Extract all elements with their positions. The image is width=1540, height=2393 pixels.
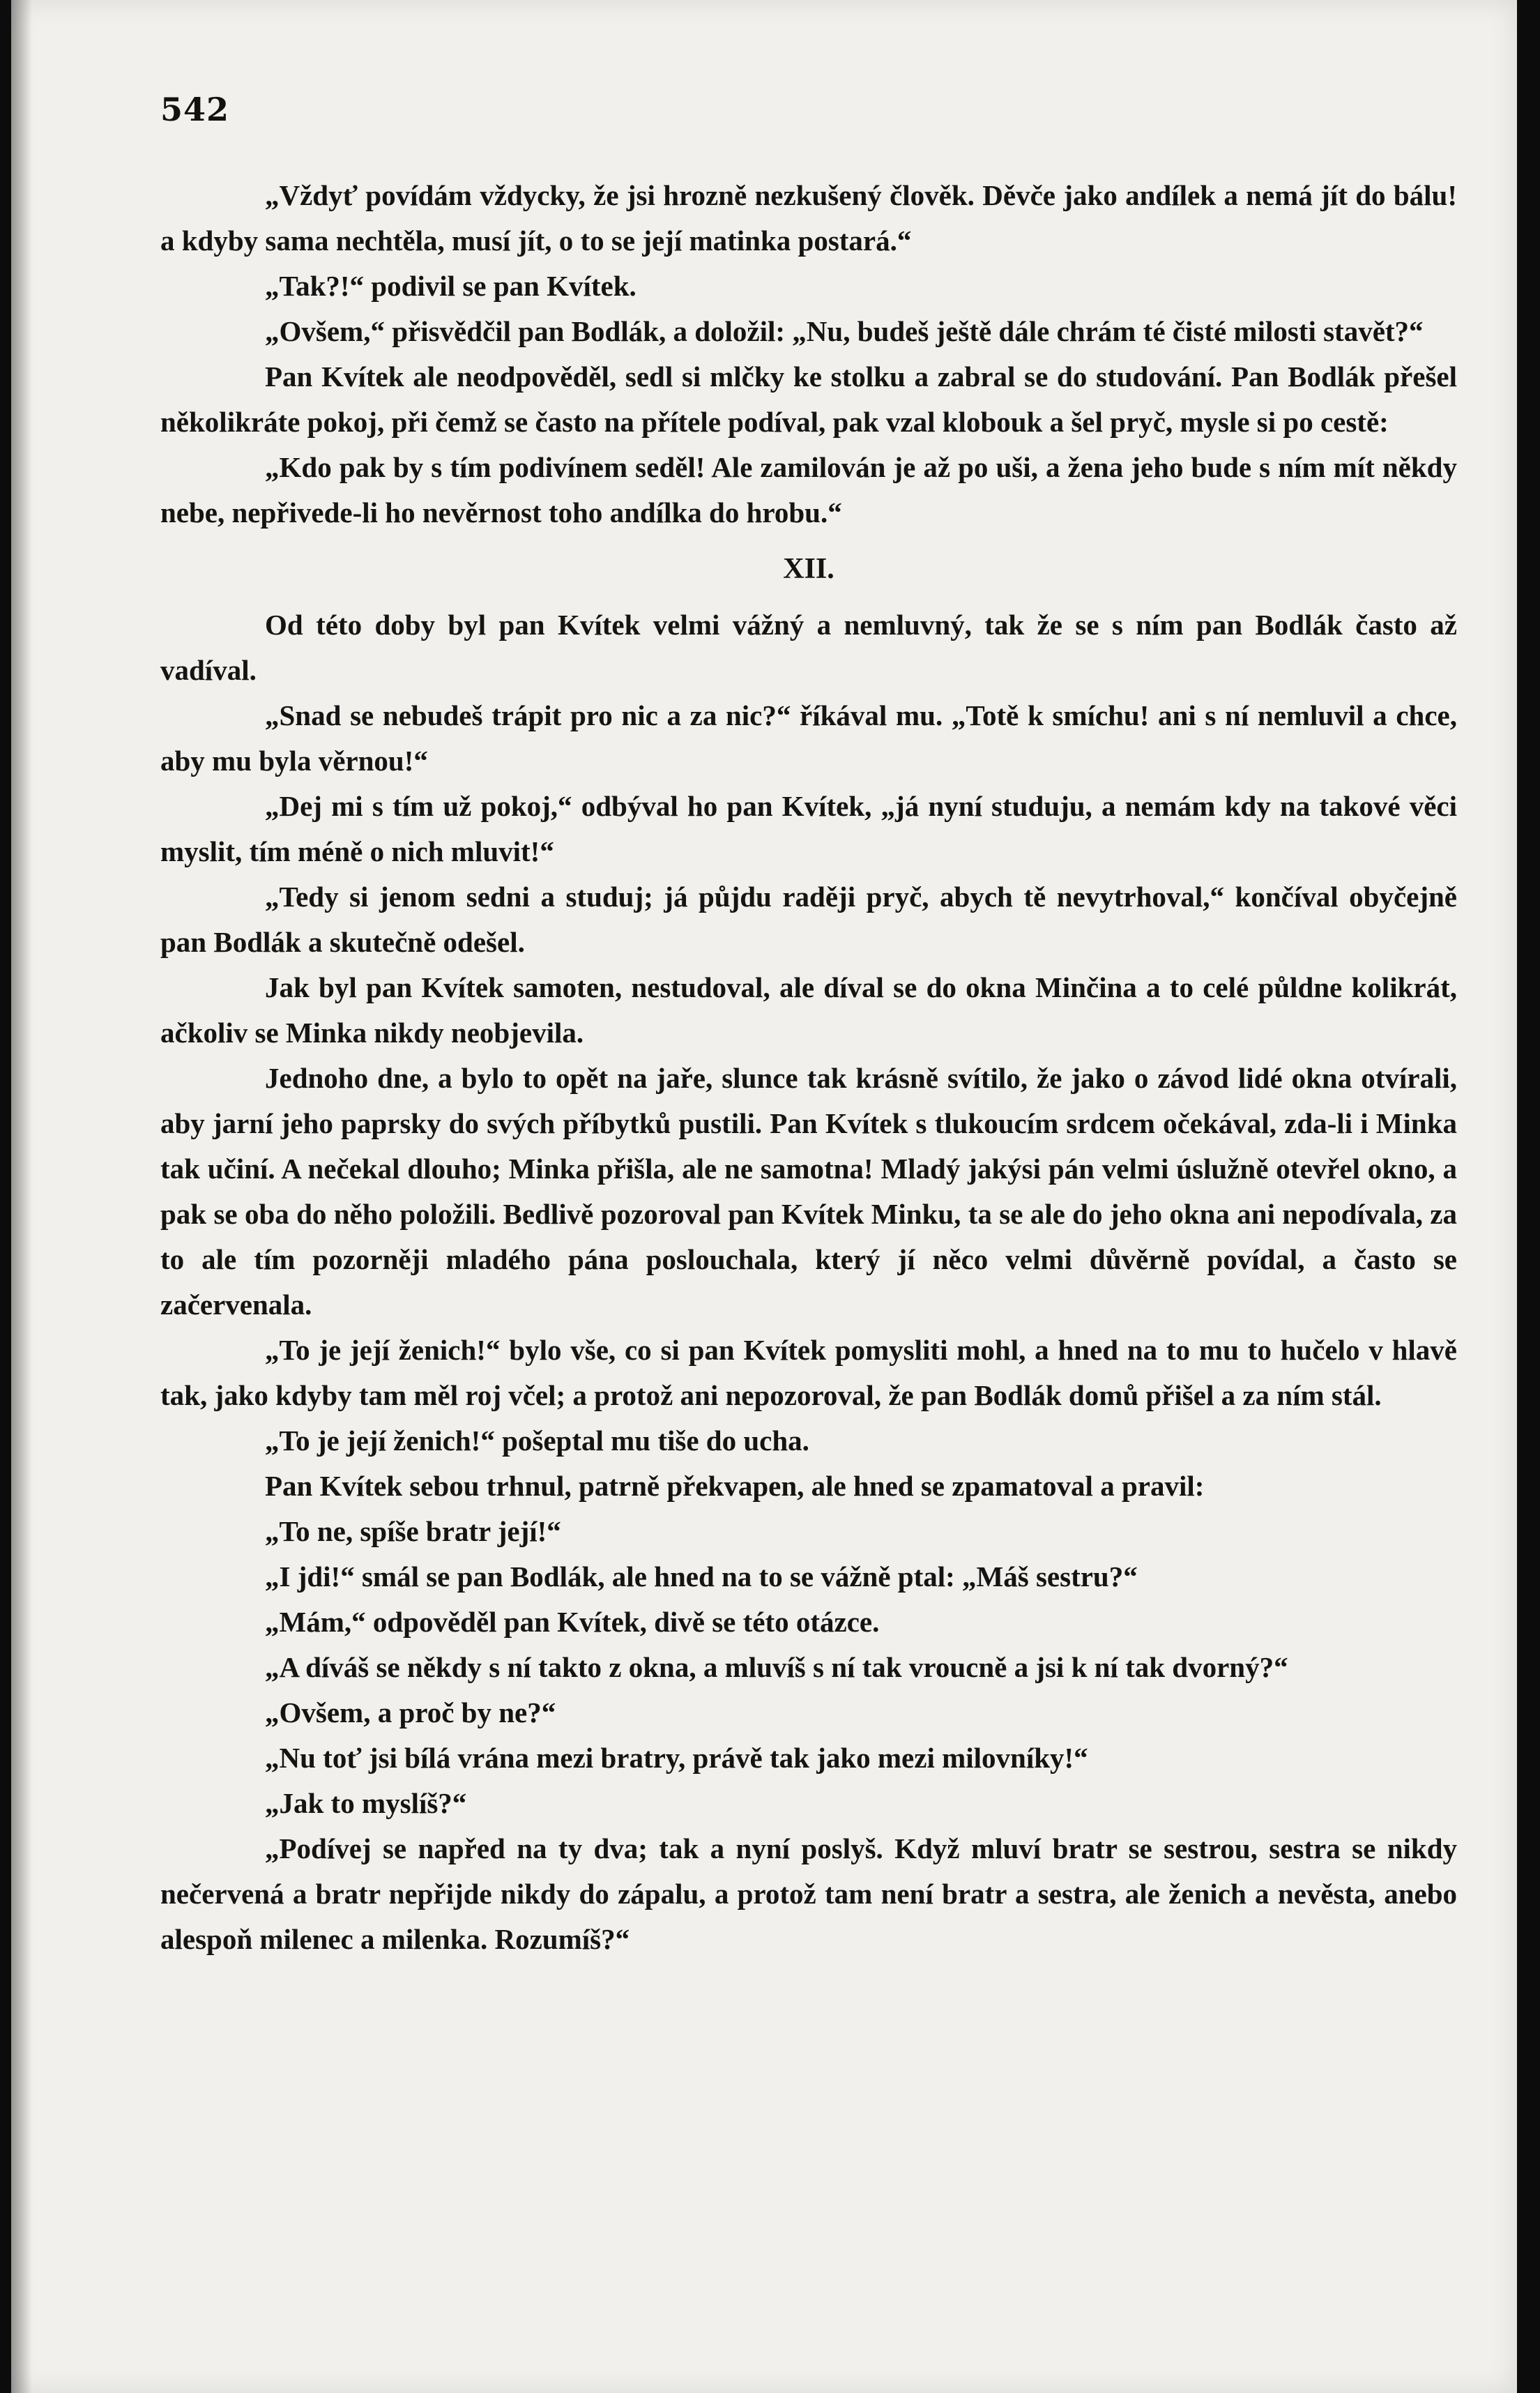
- paragraph: Jak byl pan Kvítek samoten, nestudoval, ale díval se do okna Minčina a to celé půldne kolikrát, ačkoliv se Minka nikdy neobjevila.: [160, 971, 1457, 1049]
- paragraph: „Ovšem, a proč by ne?“: [265, 1696, 556, 1729]
- chapter-heading: XII.: [783, 553, 834, 585]
- paragraph: „To je její ženich!“ pošeptal mu tiše do ucha.: [265, 1425, 809, 1457]
- paragraph: „Podívej se napřed na ty dva; tak a nyní poslyš. Když mluví bratr se sestrou, sestra se nikdy nečervená a bratr nepřijde nikdy do zápalu, a protož tam není bratr a sestra, ale ženich a nevěsta, anebo alespoň milenec a milenka. Rozumíš?“: [160, 1832, 1457, 1955]
- page-spine-shadow: [11, 0, 32, 2393]
- paragraph: „Jak to myslíš?“: [265, 1787, 467, 1819]
- paragraph: Pan Kvítek ale neodpověděl, sedl si mlčky ke stolku a zabral se do studování. Pan Bodlák přešel několikráte pokoj, při čemž se často na přítele podíval, pak vzal klobouk a šel pryč, mysle si po cestě:: [160, 360, 1457, 438]
- paragraph: „Nu toť jsi bílá vrána mezi bratry, právě tak jako mezi milovníky!“: [265, 1742, 1088, 1774]
- page-number: 542: [160, 91, 230, 128]
- paragraph: „A díváš se někdy s ní takto z okna, a mluvíš s ní tak vroucně a jsi k ní tak dvorný?“: [265, 1651, 1288, 1683]
- paragraph: Jednoho dne, a bylo to opět na jaře, slunce tak krásně svítilo, že jako o závod lidé okna otvírali, aby jarní jeho paprsky do svých příbytků pustili. Pan Kvítek s tlukoucím srdcem očekával, zda-li i Minka tak učiní. A nečekal dlouho; Minka přišla, ale ne samotna! Mladý jakýsi pán velmi úslužně otevřel okno, a pak se oba do něho položili. Bedlivě pozoroval pan Kvítek Minku, ta se ale do jeho okna ani nepodívala, za to ale tím pozorněji mladého pána poslouchala, který jí něco velmi důvěrně povídal, a často se začervenala.: [160, 1062, 1457, 1321]
- paragraph: „Tedy si jenom sedni a studuj; já půjdu raději pryč, abych tě nevytrhoval,“ končíval obyčejně pan Bodlák a skutečně odešel.: [160, 881, 1457, 958]
- paragraph: „Ovšem,“ přisvědčil pan Bodlák, a doložil: „Nu, budeš ještě dále chrám té čisté milosti stavět?“: [265, 315, 1424, 347]
- paragraph: „I jdi!“ smál se pan Bodlák, ale hned na to se vážně ptal: „Máš sestru?“: [265, 1560, 1138, 1593]
- paragraph: „Mám,“ odpověděl pan Kvítek, divě se této otázce.: [265, 1606, 880, 1638]
- paragraph: „Kdo pak by s tím podivínem seděl! Ale zamilován je až po uši, a žena jeho bude s ním mít někdy nebe, nepřivede-li ho nevěrnost toho andílka do hrobu.“: [160, 451, 1457, 529]
- paragraph: „Dej mi s tím už pokoj,“ odbýval ho pan Kvítek, „já nyní studuju, a nemám kdy na takové věci myslit, tím méně o nich mluvit!“: [160, 790, 1457, 867]
- paragraph: „To ne, spíše bratr její!“: [265, 1515, 561, 1547]
- paragraph: Od této doby byl pan Kvítek velmi vážný a nemluvný, tak že se s ním pan Bodlák často až vadíval.: [160, 609, 1457, 686]
- paragraph: „Snad se nebudeš trápit pro nic a za nic?“ říkával mu. „Totě k smíchu! ani s ní nemluvil a chce, aby mu byla věrnou!“: [160, 699, 1457, 777]
- paragraph: „Tak?!“ podivil se pan Kvítek.: [265, 270, 636, 302]
- paragraph: „Vždyť povídám vždycky, že jsi hrozně nezkušený člověk. Děvče jako andílek a nemá jít do bálu! a kdyby sama nechtěla, musí jít, o to se její matinka postará.“: [160, 179, 1457, 257]
- body-text: [160, 173, 1457, 1962]
- paragraph: „To je její ženich!“ bylo vše, co si pan Kvítek pomysliti mohl, a hned na to mu to hučelo v hlavě tak, jako kdyby tam měl roj včel; a protož ani nepozoroval, že pan Bodlák domů přišel a za ním stál.: [160, 1334, 1457, 1411]
- paragraph: Pan Kvítek sebou trhnul, patrně překvapen, ale hned se zpamatoval a pravil:: [265, 1470, 1205, 1502]
